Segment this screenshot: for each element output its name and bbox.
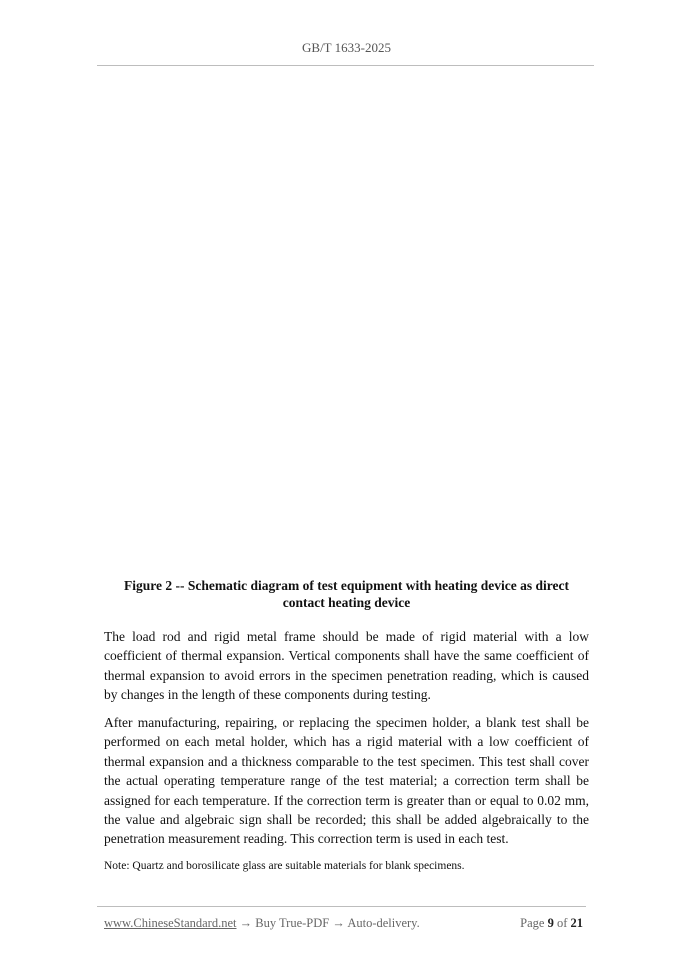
paragraph-load-rod: The load rod and rigid metal frame should be made of rigid material with a low coefficient of thermal expansion. Vertical components shall have the same coefficient of thermal expansion to avoid errors in the specimen penetration reading, which is caused by changes in the length of these components during testing. — [104, 629, 589, 703]
page-header: GB/T 1633-2025 — [302, 40, 391, 55]
page-number — [520, 916, 583, 931]
figure-caption — [104, 577, 589, 611]
footer-divider — [97, 906, 586, 907]
header-divider — [97, 65, 594, 66]
page-current: 9 — [547, 916, 554, 930]
footer-links — [104, 916, 420, 931]
page-of-label: of — [556, 916, 568, 930]
site-link[interactable]: www.ChineseStandard.net — [104, 916, 237, 930]
auto-delivery-text: Auto-delivery. — [347, 916, 420, 930]
arrow-right-icon: → — [332, 916, 345, 930]
buy-pdf-link[interactable]: Buy True-PDF — [255, 916, 330, 930]
figure-caption-line-1: Figure 2 -- Schematic diagram of test equipment with heating device as direct — [124, 578, 569, 593]
arrow-right-icon: → — [239, 916, 253, 930]
page-total: 21 — [570, 916, 583, 930]
note-text: Note: Quartz and borosilicate glass are suitable materials for blank specimens. — [104, 860, 465, 872]
page-label: Page — [520, 916, 545, 930]
figure-caption-line-2: contact heating device — [282, 595, 411, 610]
paragraph-blank-test: After manufacturing, repairing, or replacing the specimen holder, a blank test shall be performed on each metal holder, which has a rigid material with a low coefficient of thermal expansion and a thickness comparable to the test specimen. This test shall cover the actual operating temperature range of the test material; a correction term shall be assigned for each temperature. If the correction term is greater than or equal to 0.02 mm, the value and algebraic sign shall be recorded; this shall be added algebraically to the penetration measurement reading. This correction term is used in each test. — [104, 715, 589, 847]
figure-image-area — [104, 80, 589, 560]
